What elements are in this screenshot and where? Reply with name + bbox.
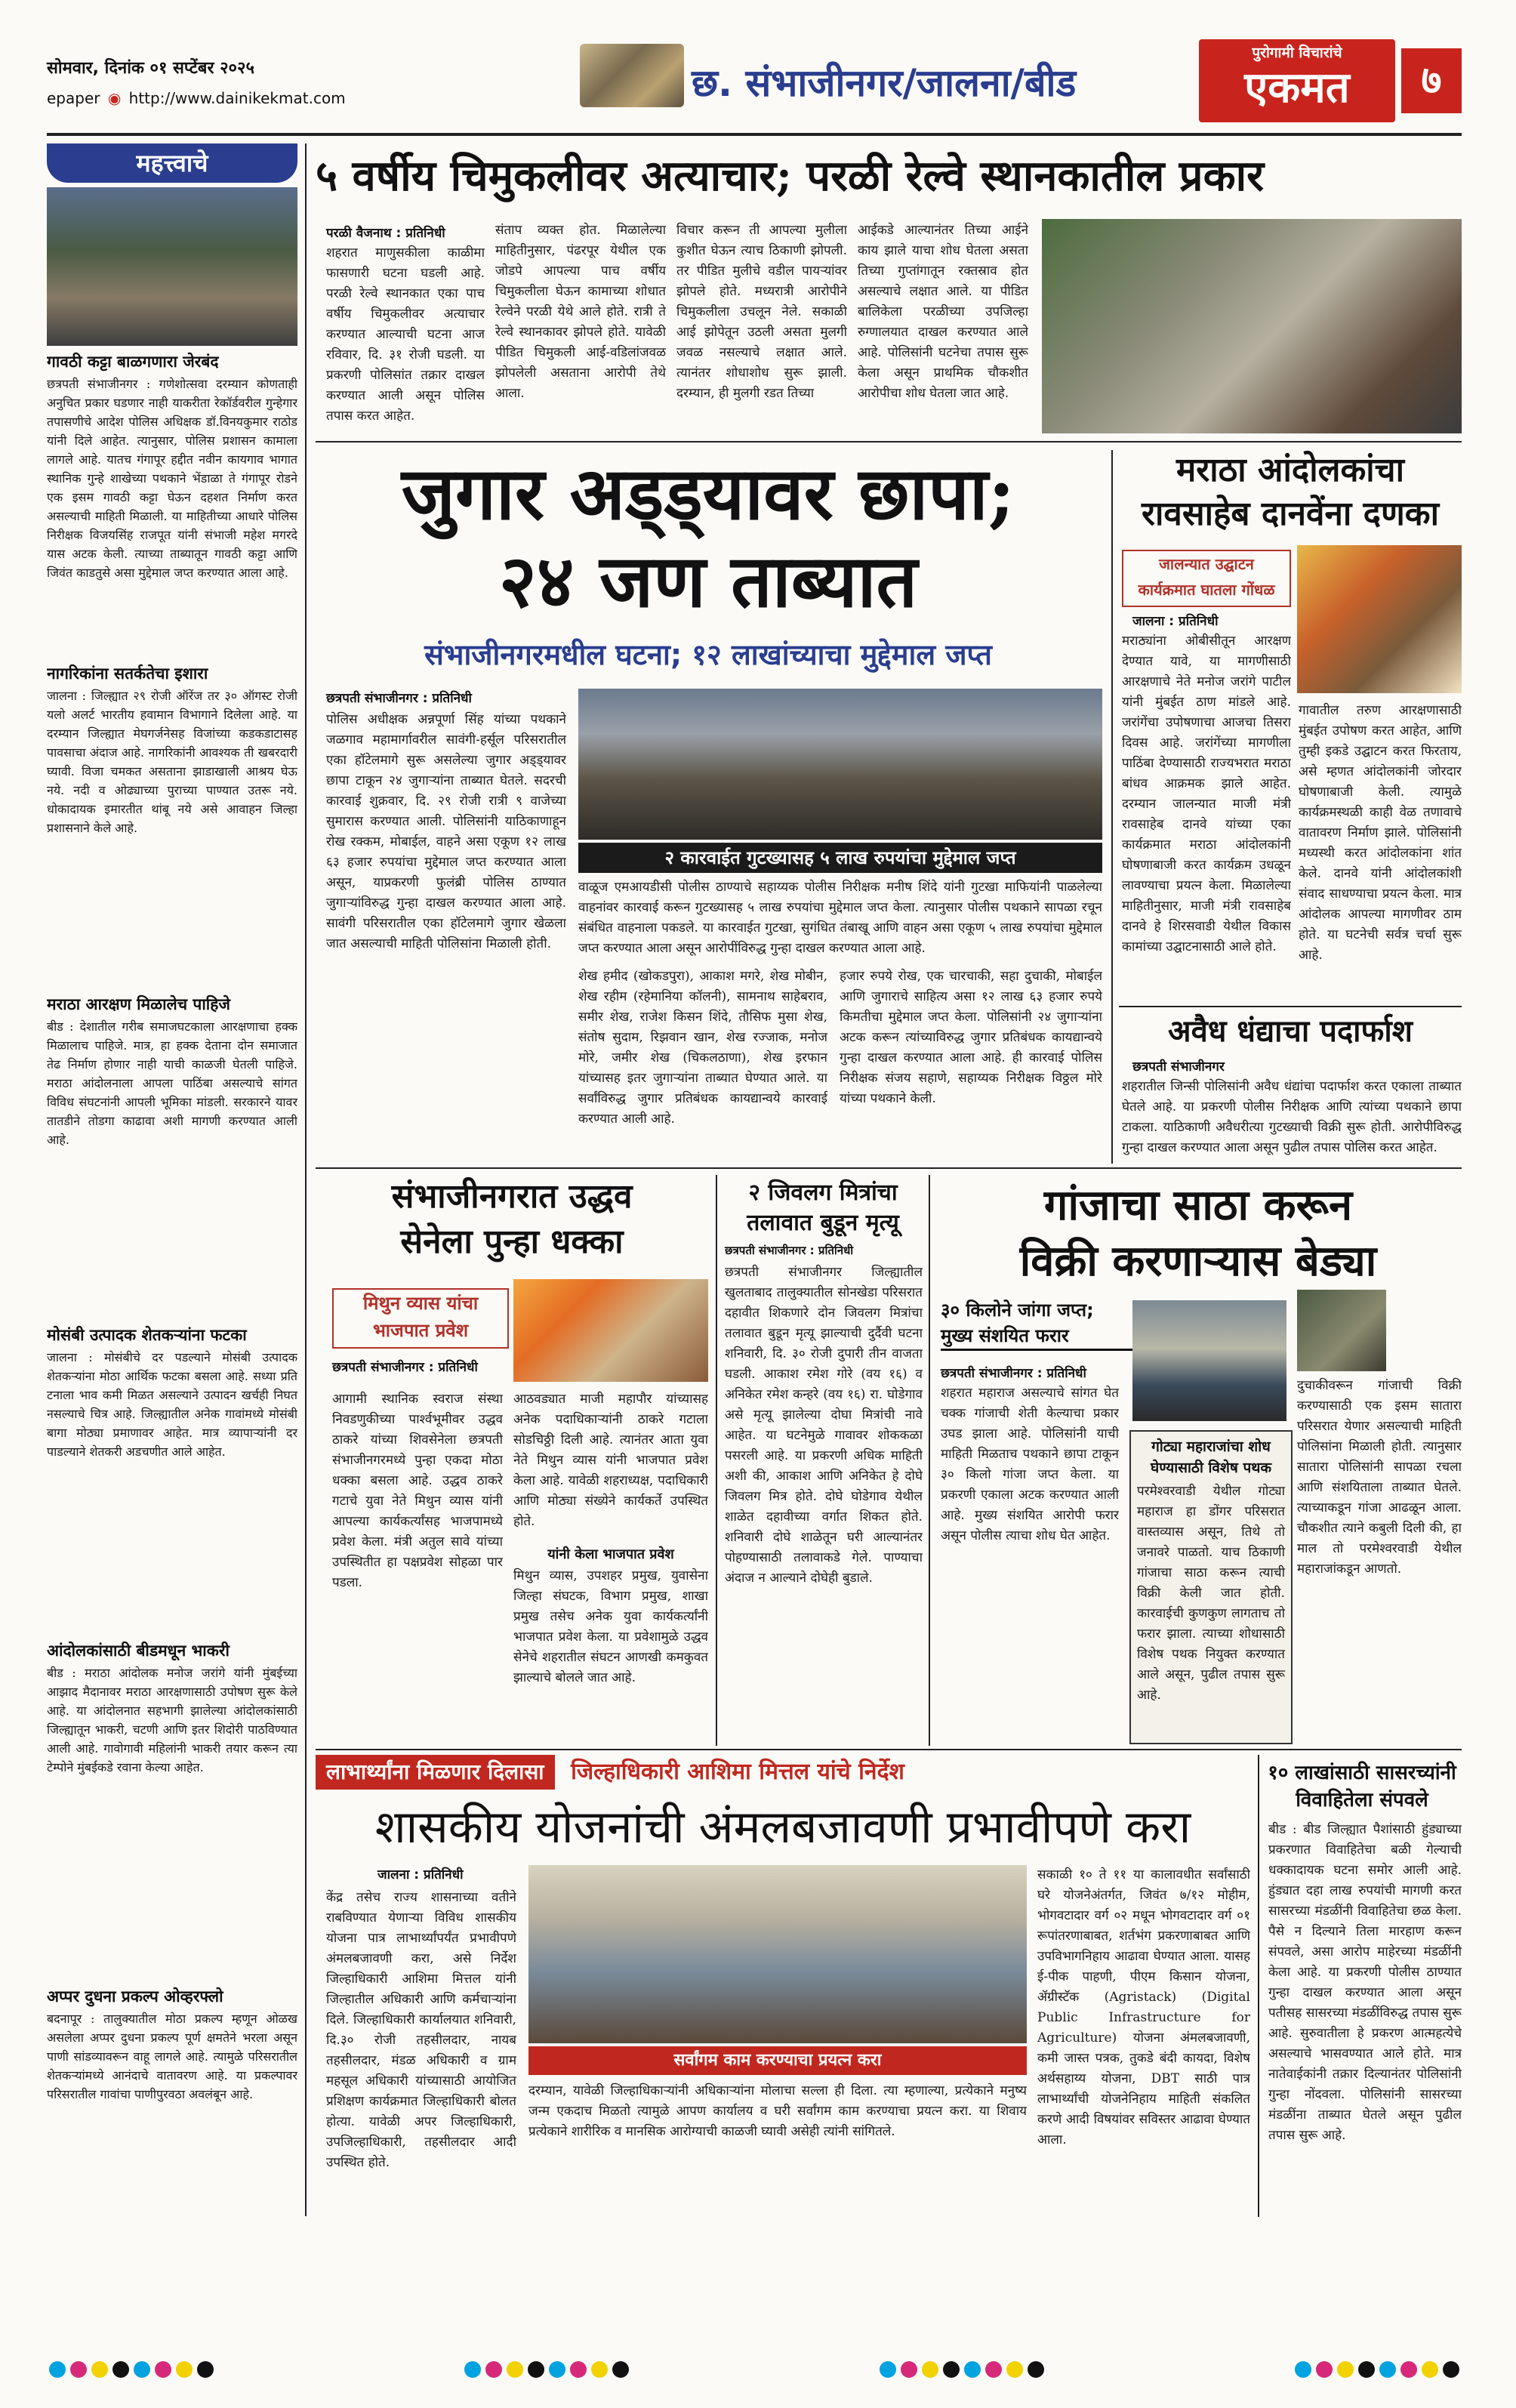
- uddhav-col-2: आठवड्यात माजी महापौर यांच्यासह अनेक पदाधिकाऱ्यांनी ठाकरे गटाला सोडचिठ्ठी दिली आहे. त्यानंतर आता युवा नेते मिथुन व्यास यांनी भाजपात प्रवेश केला आहे. यावेळी शहराध्यक्ष, पदाधिकारी आणि मोठ्या संख्येने कार्यकर्ते उपस्थित होते.: [513, 1392, 708, 1529]
- beneficiary-kicker-left: लाभार्थ्यांना मिळणार दिलासा: [316, 1755, 555, 1790]
- sidebar-item: [47, 662, 297, 988]
- lead-headline: ५ वर्षीय चिमुकलीवर अत्याचार; परळी रेल्वे स्थानकातील प्रकार: [316, 151, 1265, 201]
- beneficiary-kicker: [316, 1755, 1250, 1790]
- registration-dot: [985, 2361, 1002, 2378]
- dowry-body: बीड : बीड जिल्ह्यात पैशांसाठी हुंड्याच्या प्रकरणात विवाहितेचा बळी गेल्याची धक्कादायक घटना समोर आली आहे. हुंड्यात दहा लाख रुपयांची मागणी करत सासरच्या मंडळींनी विवाहितेचा छळ केला. पैसे न दिल्याने तिला मारहाण करून संपवले, असा आरोप माहेरच्या मंडळींनी केला आहे. या प्रकरणी पोलीस ठाण्यात गुन्हा दाखल करण्यात आला असून पतीसह सासरच्या मंडळींविरुद्ध तपास सुरू आहे. सुरुवातीला हे प्रकरण आत्महत्येचे असल्याचे भासवण्यात आले होते. मात्र नातेवाईकांनी तक्रार दिल्यानंतर पोलिसांनी गुन्हा नोंदवला. पोलिसांनी सासरच्या मंडळींना ताब्यात घेतले असून पुढील तपास सुरू आहे.: [1268, 1822, 1462, 2143]
- registration-dot-cluster: [1293, 2361, 1462, 2381]
- registration-dot-cluster: [47, 2361, 216, 2381]
- uddhav-caption-1: मिथुन व्यास यांचा: [362, 1293, 479, 1314]
- registration-dot: [464, 2361, 481, 2378]
- sidebar-item: [47, 1985, 297, 2160]
- sidebar-item-title: आंदोलकांसाठी बीडमधून भाकरी: [47, 1642, 230, 1660]
- maratha-col-1: मराठ्यांना ओबीसीतून आरक्षण देण्यात यावे, या मागणीसाठी आरक्षणाचे नेते मनोज जरांगे पाटील यांनी मुंबईत ठाण मांडले आहे. जरांगेंचा उपोषणाचा आजचा तिसरा दिवस आहे. जरांगेंच्या मागणीला पाठिंबा देण्यासाठी राज्यभरात मराठा बांधव आक्रमक झाले आहेत. दरम्यान जालन्यात माजी मंत्री रावसाहेब दानवे यांच्या एका कार्यक्रमात मराठा आंदोलकांनी घोषणाबाजी करत कार्यक्रम उधळून लावण्याचा प्रयत्न केला. मिळालेल्या माहितीनुसार, माजी मंत्री रावसाहेब दानवे हे शिरसवाडी येथील विकास कामांच्या उद्घाटनासाठी आले होते.: [1122, 634, 1291, 954]
- epaper-link[interactable]: [47, 89, 346, 107]
- maratha-caption-2: कार्यक्रमात घातला गोंधळ: [1138, 581, 1275, 599]
- sidebar-header: महत्त्वाचे: [47, 143, 297, 183]
- registration-dot: [1028, 2361, 1044, 2378]
- lead-col-4: आईकडे आल्यानंतर तिच्या आईने काय झाले याचा शोध घेतला असता तिच्या गुप्तांगातून रक्तस्राव होत असल्याचे लक्षात आले. या पीडित बालिकेला परळीच्या उपजिल्हा रुग्णालयात दाखल करण्यात आले आहे. पोलिसांनी घटनेचा तपास सुरू केला असून प्राथमिक चौकशीत आरोपीचा शोध घेतला जात आहे.: [858, 223, 1028, 401]
- registration-dot: [570, 2361, 587, 2378]
- lead-col-2: संताप व्यक्त होत. मिळालेल्या माहितीनुसार, पंढरपूर येथील एक जोडपे आपल्या पाच वर्षीय चिमुकलीला घेऊन कामाच्या शोधात रेल्वेने परळी येथे आले होते. रात्री ते रेल्वे स्थानकावर झोपले होते. यावेळी पीडित चिमुकली आई-वडिलांजवळ झोपलेली असताना आरोपी तेथे आला.: [495, 223, 666, 401]
- gambling-headline-2: २४ जण ताब्यात: [498, 538, 918, 624]
- registration-dot-cluster: [462, 2361, 631, 2381]
- brand-tagline: पुरोगामी विचारांचे: [1252, 45, 1342, 61]
- registration-dot: [922, 2361, 938, 2378]
- print-registration-marks: [47, 2356, 1462, 2386]
- ganja-col-1: शहरात महाराज असल्याचे सांगत घेत चक्क गांजाची शेती केल्याचा प्रकार उघड झाला आहे. पोलिसांनी याची माहिती मिळताच पथकाने छापा टाकून ३० किलो गांजा जप्त केला. या प्रकरणी एकाला अटक करण्यात आली आहे. मुख्य संशयित आरोपी फरार असून पोलीस त्याचा शोध घेत आहेत.: [941, 1386, 1119, 1543]
- registration-dot: [1422, 2361, 1438, 2378]
- sidebar-item-body: बीड : मराठा आंदोलक मनोज जरांगे यांनी मुंबईच्या आझाद मैदानावर मराठा आरक्षणासाठी उपोषण सुरू केले आहे. या आंदोलनात सहभागी झालेल्या आंदोलकांसाठी जिल्ह्यातून भाकरी, चटणी आणि इतर शिदोरी पाठविण्यात आली आहे. गावोगावी महिलांनी भाकरी तयार करून त्या टेम्पोने मुंबईकडे रवाना केल्या आहेत.: [47, 1666, 297, 1774]
- registration-dot: [612, 2361, 629, 2378]
- beneficiary-photo: [528, 1865, 1027, 2043]
- registration-dot: [49, 2361, 66, 2378]
- sidebar-item-title: नागरिकांना सतर्कतेचा इशारा: [47, 664, 208, 683]
- beneficiary-caption: सर्वांगम काम करण्याचा प्रयत्न करा: [528, 2046, 1027, 2075]
- registration-dot-cluster: [877, 2361, 1046, 2381]
- maratha-headline-1: मराठा आंदोलकांचा: [1176, 451, 1405, 489]
- registration-dot: [1295, 2361, 1311, 2378]
- issue-date: सोमवार, दिनांक ०१ सप्टेंबर २०२५: [47, 59, 254, 78]
- lead-photo: [1042, 219, 1462, 433]
- beneficiary-col-3: सकाळी १० ते ११ या कालावधीत सर्वांसाठी घरे योजनेअंतर्गत, जिवंत ७/१२ मोहीम, भोगवटादार वर्ग ०२ मधून भोगवटादार वर्ग ०१ रूपांतरणाबाबत, शर्तभंग प्रकरणाबाबत आणि उपविभागनिहाय आढावा घेण्यात आला. यासह ई-पीक पाहणी, पीएम किसान योजना, ॲग्रीस्टॅक (Agristack) (Digital Public Infrastructure for Agriculture) योजना अंमलबजावणी, कमी जास्त पत्रक, तुकडे बंदी कायदा, विशेष अर्थसहाय्य योजना, DBT साठी पात्र लाभार्थ्यांची योजनेनिहाय माहिती संकलित करणे आदी विषयांवर सविस्तर आढावा घेण्यात आला.: [1037, 1867, 1250, 2147]
- sidebar-item-title: गावठी कट्टा बाळगणारा जेरबंद: [47, 353, 219, 371]
- registration-dot: [591, 2361, 608, 2378]
- epaper-url: http://www.dainikekmat.com: [128, 89, 346, 107]
- brand-logo: [1199, 39, 1395, 122]
- registration-dot: [1379, 2361, 1396, 2378]
- dowry-headline-2: विवाहितेला संपवले: [1296, 1789, 1428, 1811]
- uddhav-caption-2: भाजपात प्रवेश: [372, 1320, 469, 1341]
- uddhav-headline-1: संभाजीनगरात उद्धव: [391, 1177, 633, 1216]
- epaper-label: epaper: [47, 89, 100, 107]
- sidebar-item-body: जालना : मोसंबीचे दर पडल्याने मोसंबी उत्पादक शेतकऱ्यांना मोठा आर्थिक फटका बसला आहे. सध्या प्रति टनाला भाव कमी मिळत असल्याने उत्पादन खर्चही निघत नसल्याचे चित्र आहे. जिल्ह्यातील अनेक गावांमध्ये मोसंबी बागा मोठ्या प्रमाणावर आहेत. मात्र व्यापाऱ्यांनी दर पाडल्याने शेतकरी अडचणीत आले आहेत.: [47, 1350, 297, 1459]
- uddhav-photo: [513, 1279, 708, 1382]
- sidebar-item: [47, 350, 297, 658]
- maratha-photo: [1297, 545, 1462, 693]
- ganja-box: [1129, 1430, 1293, 1744]
- registration-dot: [134, 2361, 150, 2378]
- registration-dot: [155, 2361, 171, 2378]
- sidebar-item: [47, 1324, 297, 1635]
- drowning-byline: छत्रपती संभाजीनगर : प्रतिनिधी: [725, 1244, 854, 1257]
- drowning-headline-1: २ जिवलग मित्रांचा: [748, 1179, 898, 1206]
- gambling-byline: छत्रपती संभाजीनगर : प्रतिनिधी: [326, 691, 472, 706]
- registration-dot: [1358, 2361, 1375, 2378]
- registration-dot: [1006, 2361, 1023, 2378]
- sidebar-item: [47, 993, 297, 1319]
- illegal-byline: छत्रपती संभाजीनगर: [1132, 1059, 1225, 1075]
- sidebar-item-title: मोसंबी उत्पादक शेतकऱ्यांना फटका: [47, 1326, 247, 1344]
- registration-dot: [112, 2361, 129, 2378]
- uddhav-col-2b: मिथुन व्यास, उपशहर प्रमुख, युवासेना जिल्हा संघटक, विभाग प्रमुख, शाखा प्रमुख तसेच अनेक युवा कार्यकर्त्यांनी भाजपात प्रवेश केला. या प्रवेशामुळे उद्धव सेनेचे शहरातील संघटन आणखी कमकुवत झाल्याचे बोलले जात आहे.: [513, 1568, 708, 1685]
- ganja-col-3: दुचाकीवरून गांजाची विक्री करण्यासाठी एक इसम सातारा परिसरात येणार असल्याची माहिती पोलिसांना मिळाली होती. त्यानुसार सातारा पोलिसांनी सापळा रचला आणि संशयिताला ताब्यात घेतले. त्याच्याकडून गांजा आढळून आला. चौकशीत त्याने कबुली दिली की, हा माल तो परमेश्वरवाडी येथील महाराजांकडून आणतो.: [1297, 1378, 1462, 1577]
- registration-dot: [1400, 2361, 1417, 2378]
- sidebar-item-title: मराठा आरक्षण मिळालेच पाहिजे: [47, 995, 230, 1013]
- uddhav-col-1: आगामी स्थानिक स्वराज संस्था निवडणुकीच्या पार्श्वभूमीवर उद्धव ठाकरे यांच्या शिवसेनेला छत्रपती संभाजीनगरमध्ये पुन्हा एकदा मोठा धक्का बसला आहे. उद्धव ठाकरे गटाचे युवा नेते मिथुन व्यास यांनी आपल्या कार्यकर्त्यांसह भाजपामध्ये प्रवेश केला. मंत्री अतुल सावे यांच्या उपस्थितीत हा पक्षप्रवेश सोहळा पार पडला.: [332, 1392, 503, 1590]
- beneficiary-byline: जालना : प्रतिनिधी: [377, 1867, 464, 1882]
- registration-dot: [197, 2361, 214, 2378]
- uddhav-caption-box: [332, 1288, 509, 1349]
- masthead: [0, 0, 1516, 143]
- gambling-headline-1: जुगार अड्ड्यावर छापा;: [401, 451, 1015, 536]
- registration-dot: [485, 2361, 502, 2378]
- registration-dot: [1337, 2361, 1354, 2378]
- beneficiary-col-1: केंद्र तसेच राज्य शासनाच्या वतीने राबविण्यात येणाऱ्या विविध शासकीय योजना पात्र लाभार्थ्यांपर्यंत प्रभावीपणे अंमलबजावणी करा, असे निर्देश जिल्हाधिकारी आशिमा मित्तल यांनी जिल्हातील अधिकारी आणि कर्मचाऱ्यांना दिले. जिल्हाधिकारी कार्यालयात शनिवारी, दि.३० रोजी तहसीलदार, नायब तहसीलदार, मंडळ अधिकारी व ग्राम महसूल अधिकारी यांच्यासाठी आयोजित प्रशिक्षण कार्यक्रमात जिल्हाधिकारी बोलत होत्या. यावेळी अपर जिल्हाधिकारी, उपजिल्हाधिकारी, तहसीलदार आदी उपस्थित होते.: [326, 1890, 516, 2170]
- lead-col-3: विचार करून ती आपल्या मुलीला कुशीत घेऊन त्याच ठिकाणी झोपली. तर पीडित मुलीचे वडील पायऱ्यांवर झोपले होते. मध्यरात्री आरोपीने चिमुकलीला उचलून नेले. सकाळी आई झोपेतून उठली असता मुलगी जवळ नसल्याचे लक्षात आले. त्यानंतर शोधाशोध सुरू झाली. दरम्यान, ही मुलगी रडत तिच्या: [676, 223, 847, 401]
- gambling-photo: [578, 689, 1102, 840]
- beneficiary-kicker-right: जिल्हाधिकारी आशिमा मित्तल यांचे निर्देश: [571, 1759, 904, 1785]
- gambling-subhead: संभाजीनगरमधील घटना; १२ लाखांच्याचा मुद्देमाल जप्त: [424, 638, 992, 671]
- maratha-col-2: गावातील तरुण आरक्षणासाठी मुंबईत उपोषण करत आहेत, आणि तुम्ही इकडे उद्घाटन करत फिरताय, असे म्हणत आंदोलकांनी जोरदार घोषणाबाजी केली. त्यामुळे कार्यक्रमस्थळी काही वेळ तणावाचे वातावरण निर्माण झाले. पोलिसांनी मध्यस्थी करत आंदोलकांना शांत केले. दानवे यांनी आंदोलकांशी संवाद साधण्याचा प्रयत्न केला. मात्र आंदोलक आपल्या मागणीवर ठाम होते. या घटनेची सर्वत्र चर्चा सुरू आहे.: [1299, 703, 1462, 963]
- gutkha-caption: २ कारवाईत गुटख्यासह ५ लाख रुपयांचा मुद्देमाल जप्त: [578, 843, 1102, 873]
- lead-byline: परळी वैजनाथ : प्रतिनिधी: [326, 226, 445, 241]
- gambling-col-2: शेख हमीद (खोकडपुरा), आकाश मगरे, शेख मोबीन, शेख रहीम (रहेमानिया कॉलनी), सामनाथ साहेबराव, समीर शेख, राजेश किसन शिंदे, तौसिफ मुसा शेख, संतोष सुदाम, रिझवान खान, शेख रज्जाक, मनोज मोरे, जमीर शेख (चिकलठाणा), शेख इरफान यांच्यासह इतर जुगाऱ्यांना ताब्यात घेण्यात आले. या सर्वांविरुद्ध जुगार प्रतिबंधक कायद्यान्वये कारवाई करण्यात आली आहे.: [578, 969, 827, 1127]
- ganja-subhead: [941, 1297, 1137, 1351]
- sidebar-item-body: छत्रपती संभाजीनगर : गणेशोत्सवा दरम्यान कोणताही अनुचित प्रकार घडणार नाही याकरीता रेकॉर्डवरील गुन्हेगार तपासणीचे आदेश पोलिस अधिक्षक डॉ.विनयकुमार राठोड यांनी दिले आहेत. त्यानुसार, पोलिस प्रशासन कामाला लागले आहे. यातच गंगापूर हद्दीत नवीन कायगाव भागात स्थानिक गुन्हे शाखेच्या पथकाने भेंडाळा ते गंगापूर रोडने एक इसम गावठी कट्टा घेऊन दहशत निर्माण करत असल्याची माहिती मिळाली. या माहितीच्या आधारे पोलिस निरीक्षक विजयसिंह राजपूत यांनी संभाजी महेश मगरदे यास अटक केली. त्याच्या ताब्यातून गावठी कट्टा आणि जिवंत काडतुसे असा मुद्देमाल जप्त करण्यात आला आहे.: [47, 377, 297, 580]
- ganja-byline: छत्रपती संभाजीनगर : प्रतिनिधी: [941, 1366, 1086, 1381]
- registration-dot: [1443, 2361, 1459, 2378]
- uddhav-subhead: यांनी केला भाजपात प्रवेश: [547, 1546, 674, 1562]
- beneficiary-headline: शासकीय योजनांची अंमलबजावणी प्रभावीपणे करा: [374, 1801, 1191, 1854]
- sidebar-item-body: बीड : देशातील गरीब समाजघटकाला आरक्षणाचा हक्क मिळालाच पाहिजे. मात्र, हा हक्क देताना दोन समाजात तेढ निर्माण होणार नाही याची काळजी घेतली पाहिजे. मराठा आंदोलनाला आपला पाठिंबा असल्याचे सांगत विविध संघटनांनी आपली भूमिका मांडली. सरकारने यावर तातडीने तोडगा काढावा अशी मागणी करण्यात आली आहे.: [47, 1019, 297, 1147]
- dowry-headline-1: १० लाखांसाठी सासरच्यांनी: [1268, 1762, 1456, 1784]
- registration-dot: [528, 2361, 544, 2378]
- lead-col-1: शहरात माणुसकीला काळीमा फासणारी घटना घडली आहे. परळी रेल्वे स्थानकात एका पाच वर्षीय चिमुकलीवर अत्याचार करण्यात आल्याची घटना आज रविवार, दि. ३१ रोजी घडली. या प्रकरणी पोलिसांत तक्रार दाखल करण्यात आली असून पोलिस तपास करत आहेत.: [326, 245, 485, 424]
- sidebar-item: [47, 1639, 297, 1981]
- uddhav-headline-2: सेनेला पुन्हा धक्का: [400, 1222, 624, 1261]
- sidebar-photo: [47, 187, 297, 346]
- ganja-headline-2: विक्री करणाऱ्यास बेड्या: [1019, 1236, 1377, 1286]
- page-number: ७: [1401, 48, 1462, 113]
- ganja-box-head-1: गोट्या महाराजांचा शोध: [1151, 1438, 1271, 1455]
- gutkha-body: वाळूज एमआयडीसी पोलीस ठाण्याचे सहाय्यक पोलीस निरीक्षक मनीष शिंदे यांनी गुटखा माफियांनी पाळलेल्या वाहनांवर कारवाई करून गुटख्यासह ५ लाख रुपयांचा मुद्देमाल जप्त केला. त्यानुसार पोलीस पथकाने सापळा रचून संबंधित वाहनाला पकडले. या कारवाईत गुटखा, सुगंधित तंबाखू आणि वाहन असा एकूण ५ लाख रुपयांचा मुद्देमाल जप्त करण्यात आला असून आरोपींविरुद्ध गुन्हा दाखल करण्यात आला आहे.: [578, 880, 1102, 956]
- registration-dot: [507, 2361, 523, 2378]
- registration-dot: [964, 2361, 981, 2378]
- illegal-body: शहरातील जिन्सी पोलिसांनी अवैध धंद्यांचा पदार्फाश करत एकाला ताब्यात घेतले आहे. या प्रकरणी पोलीस निरीक्षक आणि त्यांच्या पथकाने छापा टाकला. याठिकाणी अवैधरीत्या गुटख्याची विक्री सुरू होती. आरोपीविरुद्ध गुन्हा दाखल करण्यात आला असून पुढील तपास पोलिस करत आहेत.: [1122, 1079, 1462, 1155]
- registration-dot: [1316, 2361, 1333, 2378]
- ganja-headline-1: गांजाचा साठा करून: [1043, 1180, 1353, 1230]
- uddhav-byline: छत्रपती संभाजीनगर : प्रतिनिधी: [332, 1360, 478, 1375]
- globe-icon: ◉: [107, 89, 122, 107]
- gambling-col-3: हजार रुपये रोख, एक चारचाकी, सहा दुचाकी, मोबाईल आणि जुगाराचे साहित्य असा १२ लाख ६३ हजार रुपये किमतीचा मुद्देमाल जप्त केला. पोलिसांनी २४ जुगाऱ्यांना अटक करून त्यांच्याविरुद्ध जुगार प्रतिबंधक कायद्यान्वये गुन्हा दाखल करण्यात आला आहे. ही कारवाई पोलिस निरीक्षक संजय सहाणे, सहाय्यक निरीक्षक विठ्ठल मोरे यांच्या पथकाने केली.: [840, 969, 1102, 1106]
- brand-name: एकमत: [1244, 63, 1350, 113]
- sidebar-item-body: जालना : जिल्ह्यात २९ रोजी ऑरेंज तर ३० ऑगस्ट रोजी यलो अलर्ट भारतीय हवामान विभागाने दिलेला आहे. या दरम्यान जिल्ह्यात मेघगर्जनेसह विजांच्या कडकडाटासह पावसाचा अंदाज आहे. नागरिकांनी आवश्यक ती खबरदारी घ्यावी. विजा चमकत असताना झाडाखाली आश्रय घेऊ नये. नदी व ओढ्याच्या पुराच्या पाण्यात उतरू नये. धोकादायक इमारतीत थांबू नये असे आवाहन जिल्हा प्रशासनाने केले आहे.: [47, 689, 297, 835]
- ganja-photo: [1132, 1300, 1286, 1421]
- maratha-caption-box: [1122, 550, 1291, 607]
- edition-collage: [580, 44, 684, 107]
- maratha-caption-1: जालन्यात उद्घाटन: [1159, 555, 1254, 573]
- registration-dot: [943, 2361, 960, 2378]
- registration-dot: [549, 2361, 565, 2378]
- ganja-subhead-2: मुख्य संशयित फरार: [941, 1325, 1069, 1346]
- ganja-box-head-2: घेण्यासाठी विशेष पथक: [1150, 1460, 1272, 1476]
- registration-dot: [901, 2361, 917, 2378]
- registration-dot: [176, 2361, 193, 2378]
- ganja-photo-2: [1297, 1290, 1386, 1371]
- ganja-subhead-1: ३० किलोने जांगा जप्त;: [941, 1300, 1094, 1321]
- illegal-headline: अवैध धंद्याचा पदार्फाश: [1168, 1013, 1413, 1049]
- registration-dot: [880, 2361, 896, 2378]
- drowning-headline-2: तलावात बुडून मृत्यू: [747, 1210, 899, 1236]
- registration-dot-group: [47, 2356, 1462, 2386]
- maratha-byline: जालना : प्रतिनिधी: [1132, 614, 1219, 629]
- sidebar-item-body: बदनापूर : तालुक्यातील मोठा प्रकल्प म्हणून ओळख असलेला अप्पर दुधना प्रकल्प पूर्ण क्षमतेने भरला असून पाणी सांडव्यावरून वाहू लागले आहे. त्यामुळे परिसरातील शेतकऱ्यांमध्ये आनंदाचे वातावरण आहे. या प्रकल्पावर परिसरातील गावांचा पाणीपुरवठा अवलंबून आहे.: [47, 2012, 297, 2101]
- drowning-body: छत्रपती संभाजीनगर जिल्ह्यातील खुलताबाद तालुक्यातील सोनखेडा परिसरात दहावीत शिकणारे दोन जिवलग मित्रांचा तलावात बुडून मृत्यू झाल्याची दुर्दैवी घटना शनिवारी, दि. ३० रोजी दुपारी तीन वाजता घडली. आकाश रमेश गोरे (वय १६) व अनिकेत रमेश कन्हरे (वय १६) रा. घोडेगाव असे मृत्यू झालेल्या दोघा मित्रांची नावे आहेत. या घटनेमुळे गावावर शोककळा पसरली आहे. या प्रकरणी अधिक माहिती अशी की, आकाश आणि अनिकेत हे दोघे जिवलग मित्र होते. दोघे घोडेगाव येथील शाळेत दहावीच्या वर्गात शिकत होते. शनिवारी दोघे शाळेतून घरी आल्यानंतर पोहण्यासाठी तलावाकडे गेले. पाण्याचा अंदाज न आल्याने दोघेही बुडाले.: [725, 1265, 923, 1586]
- registration-dot: [70, 2361, 87, 2378]
- edition-title: छ. संभाजीनगर/जालना/बीड: [692, 61, 1077, 105]
- ganja-box-body: परमेश्वरवाडी येथील गोट्या महाराज हा डोंगर परिसरात वास्तव्यास असून, तिथे तो जनावरे पाळतो. याच ठिकाणी गांजाचा साठा करून त्याची विक्री केली जात होती. कारवाईची कुणकुण लागताच तो फरार झाला. त्याच्या शोधासाठी विशेष पथक नियुक्त करण्यात आले असून, पुढील तपास सुरू आहे.: [1137, 1484, 1285, 1703]
- beneficiary-col-2: दरम्यान, यावेळी जिल्हाधिकाऱ्यांनी अधिकाऱ्यांना मोलाचा सल्ला ही दिला. त्या म्हणाल्या, प्रत्येकाने मनुष्य जन्म एकदाच मिळतो त्यामुळे आपण कार्यालय व घरी सर्वांगम काम करण्याचा प्रयत्न करा. या शिवाय प्रत्येकाने शारीरिक व मानसिक आरोग्याची काळजी घ्यावी असेही त्यांनी सांगितले.: [528, 2083, 1027, 2139]
- maratha-headline-2: रावसाहेब दानवेंना दणका: [1142, 495, 1439, 533]
- registration-dot: [91, 2361, 108, 2378]
- gambling-col-1: पोलिस अधीक्षक अन्नपूर्णा सिंह यांच्या पथकाने जळगाव महामार्गावरील सावंगी-हर्सूल परिसरातील एका हॉटेलमागे सुरू असलेल्या जुगार अड्ड्यावर छापा टाकून २४ जुगाऱ्यांना ताब्यात घेतले. सदरची कारवाई शुक्रवार, दि. २९ रोजी रात्री ९ वाजेच्या सुमारास करण्यात आली. पोलिसांनी याठिकाणाहून रोख रक्कम, मोबाईल, वाहने असा एकूण १२ लाख ६३ हजार रुपयांचा मुद्देमाल जप्त करण्यात आला असून, याप्रकरणी फुलंब्री पोलिस ठाण्यात जुगाऱ्यांविरुद्ध गुन्हा दाखल करण्यात आला आहे. सावंगी परिसरातील एका हॉटेलमागे जुगार खेळला जात असल्याची माहिती पोलिसांना मिळाली होती.: [326, 712, 566, 951]
- sidebar-item-title: अप्पर दुधना प्रकल्प ओव्हरफ्लो: [47, 1987, 223, 2006]
- sidebar: [47, 143, 297, 2216]
